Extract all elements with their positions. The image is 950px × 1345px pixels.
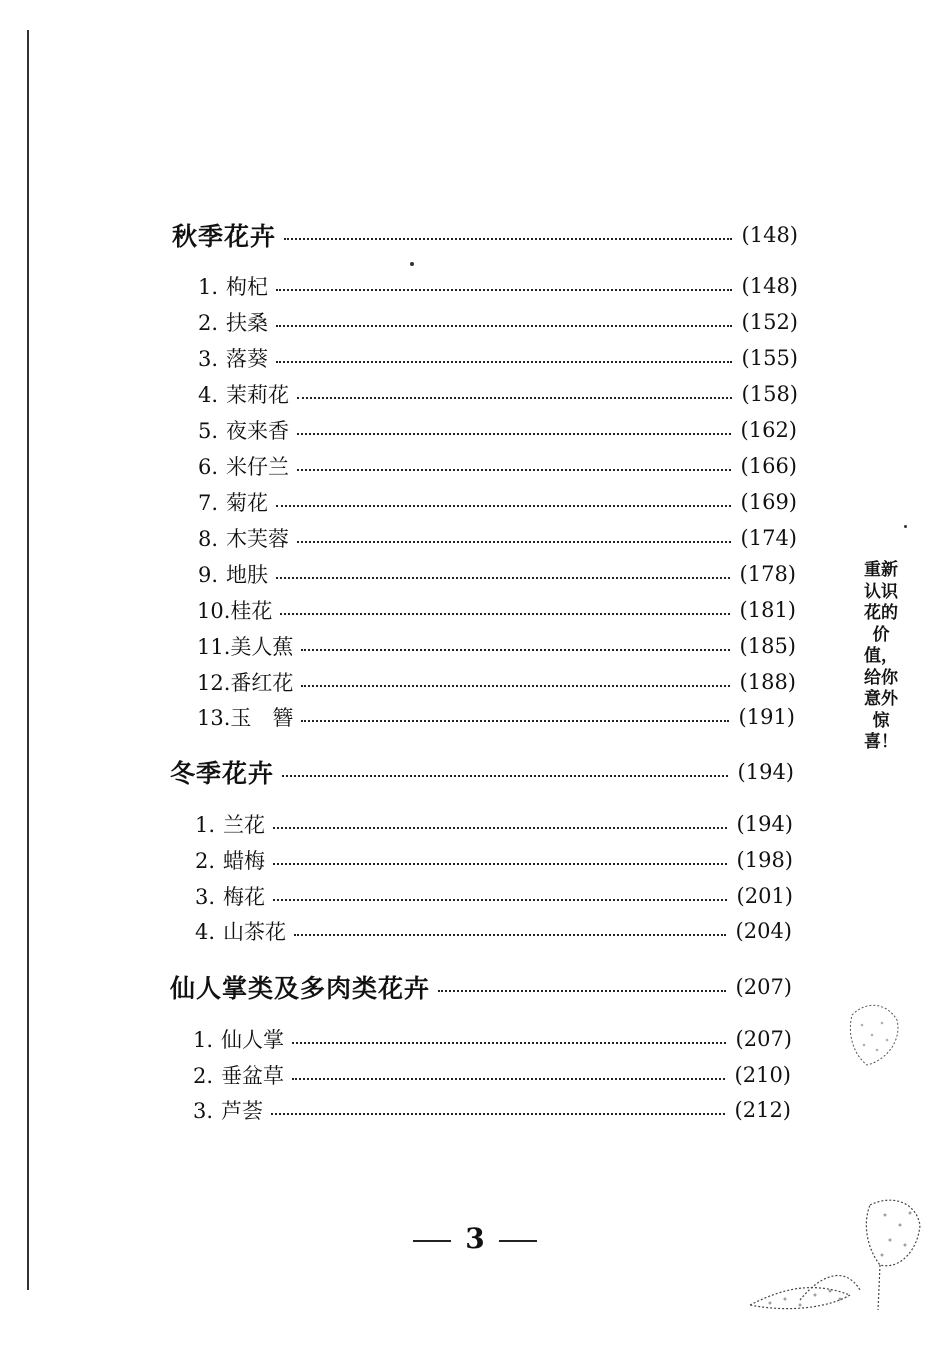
page-reference: (204) bbox=[735, 919, 792, 943]
entry-number: 6. bbox=[198, 455, 219, 479]
entry-number: 5. bbox=[198, 419, 219, 443]
page-reference: (191) bbox=[738, 705, 795, 729]
toc-entry bbox=[195, 916, 792, 946]
page-reference: (178) bbox=[739, 562, 796, 586]
entry-label: 蜡梅 bbox=[223, 849, 265, 873]
page-reference: (169) bbox=[740, 490, 797, 514]
entry-title bbox=[195, 845, 265, 875]
dot-leader bbox=[273, 899, 727, 901]
side-slogan: 重新认识花的价值，给你意外惊喜！ bbox=[864, 560, 898, 752]
page-reference: (194) bbox=[737, 760, 794, 784]
entry-number: 3. bbox=[195, 885, 216, 909]
page-reference: (152) bbox=[741, 310, 798, 334]
entry-number: 1. bbox=[198, 275, 219, 299]
entry-label: 番红花 bbox=[230, 671, 294, 695]
entry-number: 4. bbox=[198, 383, 219, 407]
dot-leader bbox=[297, 469, 731, 471]
entry-label: 冬季花卉 bbox=[170, 759, 275, 788]
toc-entry bbox=[198, 415, 797, 445]
dot-leader bbox=[276, 361, 732, 363]
page-reference: (162) bbox=[740, 418, 797, 442]
dot-leader bbox=[301, 720, 728, 722]
entry-title bbox=[193, 1060, 284, 1090]
entry-title bbox=[198, 487, 268, 517]
entry-number: 13. bbox=[197, 706, 231, 730]
page-reference: (207) bbox=[735, 975, 792, 999]
entry-label: 山茶花 bbox=[223, 920, 286, 944]
entry-number: 3. bbox=[198, 347, 219, 371]
section-title bbox=[172, 217, 276, 253]
toc-section-heading bbox=[172, 220, 798, 250]
entry-title bbox=[198, 451, 289, 481]
entry-title bbox=[197, 667, 293, 697]
dot-leader bbox=[301, 685, 729, 687]
page-reference: (158) bbox=[741, 382, 798, 406]
dot-leader bbox=[273, 863, 727, 865]
left-dash bbox=[413, 1240, 451, 1242]
entry-number: 9. bbox=[198, 563, 219, 587]
page-reference: (185) bbox=[739, 634, 796, 658]
page-reference: (148) bbox=[741, 274, 798, 298]
entry-label: 垂盆草 bbox=[221, 1064, 284, 1088]
page-reference: (148) bbox=[741, 223, 798, 247]
ink-speck bbox=[904, 525, 907, 528]
entry-title bbox=[198, 271, 268, 301]
entry-title bbox=[198, 379, 289, 409]
entry-title bbox=[197, 595, 272, 625]
page-reference: (194) bbox=[736, 812, 793, 836]
entry-label: 仙人掌类及多肉类花卉 bbox=[170, 974, 431, 1003]
dot-leader bbox=[301, 649, 729, 651]
entry-number: 7. bbox=[198, 491, 219, 515]
entry-label: 木芙蓉 bbox=[226, 527, 289, 551]
entry-title bbox=[198, 343, 268, 373]
toc-entry bbox=[197, 595, 796, 625]
entry-number: 10. bbox=[197, 599, 231, 623]
page-reference: (188) bbox=[739, 670, 796, 694]
entry-number: 1. bbox=[193, 1028, 214, 1052]
entry-number: 11. bbox=[197, 635, 231, 659]
right-dash bbox=[499, 1240, 537, 1242]
dot-leader bbox=[276, 325, 732, 327]
entry-number: 1. bbox=[195, 813, 216, 837]
entry-label: 梅花 bbox=[223, 885, 265, 909]
dot-leader bbox=[294, 934, 726, 936]
toc-entry bbox=[193, 1060, 791, 1090]
entry-title bbox=[197, 702, 293, 732]
entry-title bbox=[198, 415, 289, 445]
toc-entry bbox=[193, 1024, 792, 1054]
entry-label: 枸杞 bbox=[226, 275, 268, 299]
small-flower-sketch bbox=[842, 995, 912, 1075]
entry-title bbox=[195, 809, 265, 839]
toc-entry bbox=[197, 702, 795, 732]
toc-entry bbox=[197, 631, 796, 661]
entry-title bbox=[195, 881, 265, 911]
entry-label: 秋季花卉 bbox=[172, 222, 277, 251]
dot-leader bbox=[271, 1113, 725, 1115]
page-reference: (166) bbox=[740, 454, 797, 478]
entry-label: 芦荟 bbox=[221, 1099, 263, 1123]
entry-label: 桂花 bbox=[230, 599, 273, 623]
dot-leader bbox=[292, 1078, 725, 1080]
entry-number: 2. bbox=[193, 1064, 214, 1088]
entry-number: 3. bbox=[193, 1099, 214, 1123]
entry-title bbox=[198, 523, 289, 553]
toc-entry bbox=[198, 343, 798, 373]
entry-label: 兰花 bbox=[223, 813, 265, 837]
entry-number: 2. bbox=[195, 849, 216, 873]
toc-entry bbox=[198, 379, 798, 409]
dot-leader bbox=[438, 990, 726, 992]
entry-title bbox=[195, 916, 286, 946]
dot-leader bbox=[297, 541, 731, 543]
toc-section-heading bbox=[170, 757, 794, 787]
entry-label: 仙人掌 bbox=[221, 1028, 284, 1052]
dot-leader bbox=[280, 613, 729, 615]
entry-number: 12. bbox=[197, 671, 231, 695]
page-reference: (181) bbox=[739, 598, 796, 622]
entry-label: 菊花 bbox=[226, 491, 268, 515]
dot-leader bbox=[276, 577, 730, 579]
page-reference: (201) bbox=[736, 884, 793, 908]
entry-title bbox=[193, 1024, 284, 1054]
ink-speck bbox=[410, 262, 414, 266]
page-reference: (198) bbox=[736, 848, 793, 872]
toc-entry bbox=[198, 307, 798, 337]
dot-leader bbox=[273, 827, 727, 829]
entry-label: 米仔兰 bbox=[226, 455, 289, 479]
dot-leader bbox=[284, 238, 732, 240]
entry-label: 扶桑 bbox=[226, 311, 268, 335]
entry-number: 2. bbox=[198, 311, 219, 335]
page-reference: (155) bbox=[741, 346, 798, 370]
page-reference: (210) bbox=[734, 1063, 791, 1087]
dot-leader bbox=[282, 775, 728, 777]
entry-label: 夜来香 bbox=[226, 419, 289, 443]
section-title bbox=[170, 969, 430, 1005]
entry-number: 4. bbox=[195, 920, 216, 944]
toc-entry bbox=[198, 523, 797, 553]
entry-title bbox=[198, 307, 268, 337]
page-number: 3 bbox=[465, 1222, 485, 1255]
entry-label: 茉莉花 bbox=[226, 383, 289, 407]
toc-section-heading bbox=[170, 972, 792, 1002]
dot-leader bbox=[297, 397, 732, 399]
page-reference: (212) bbox=[734, 1098, 791, 1122]
entry-title bbox=[197, 631, 293, 661]
toc-entry bbox=[195, 881, 793, 911]
dot-leader bbox=[276, 289, 732, 291]
entry-number: 8. bbox=[198, 527, 219, 551]
toc-entry bbox=[198, 487, 797, 517]
entry-title bbox=[193, 1095, 263, 1125]
entry-label: 落葵 bbox=[226, 347, 268, 371]
entry-label: 美人蕉 bbox=[230, 635, 294, 659]
entry-title bbox=[198, 559, 268, 589]
toc-entry bbox=[197, 667, 796, 697]
page-reference: (174) bbox=[740, 526, 797, 550]
toc-entry bbox=[195, 845, 793, 875]
dot-leader bbox=[297, 433, 731, 435]
toc-entry bbox=[198, 271, 798, 301]
dot-leader bbox=[276, 505, 731, 507]
entry-label: 玉 簪 bbox=[230, 706, 294, 730]
toc-entry bbox=[198, 559, 796, 589]
entry-label: 地肤 bbox=[226, 563, 268, 587]
page-reference: (207) bbox=[735, 1027, 792, 1051]
dot-leader bbox=[292, 1042, 726, 1044]
binding-line bbox=[27, 30, 29, 1290]
flower-illustration bbox=[740, 1195, 940, 1320]
toc-entry bbox=[195, 809, 793, 839]
toc-entry bbox=[198, 451, 797, 481]
toc-entry bbox=[193, 1095, 791, 1125]
section-title bbox=[170, 754, 274, 790]
